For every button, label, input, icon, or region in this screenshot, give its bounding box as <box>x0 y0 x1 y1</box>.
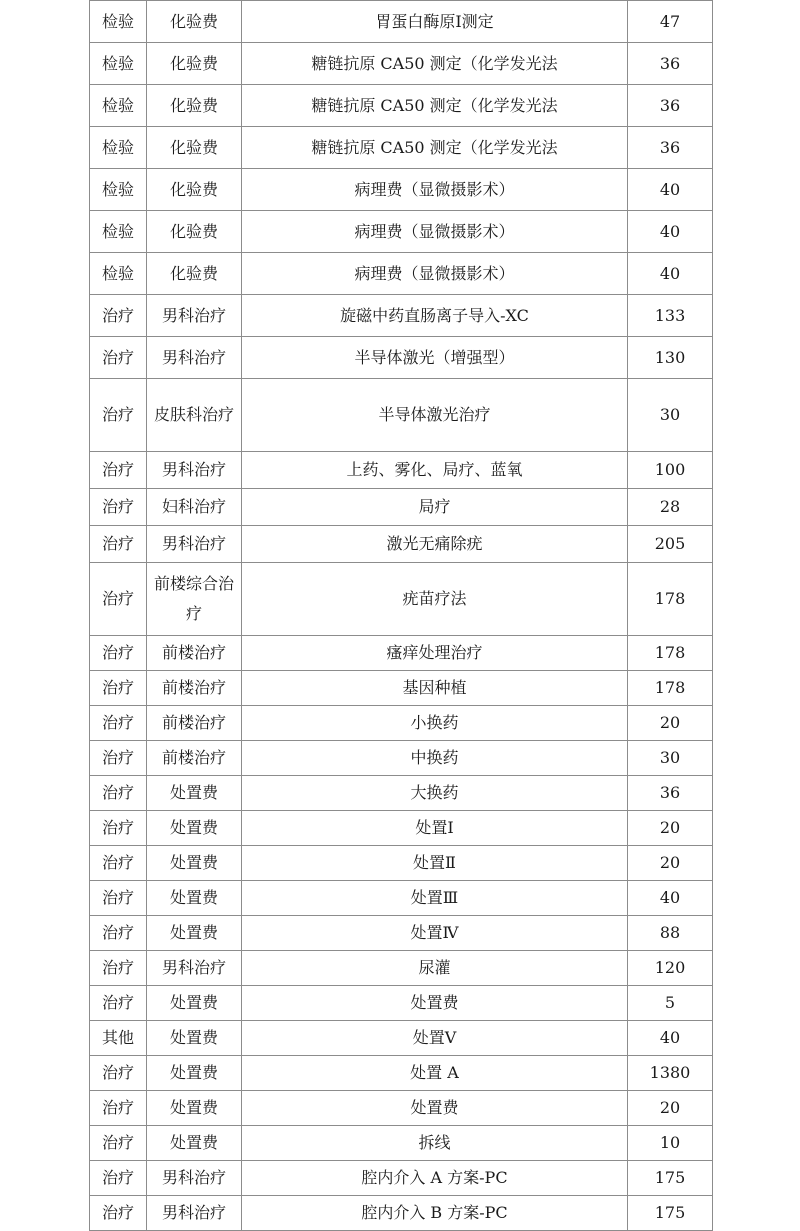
category-cell: 治疗 <box>90 1126 147 1161</box>
item-cell: 大换药 <box>242 776 628 811</box>
table-row <box>90 563 713 636</box>
table-row <box>90 337 713 379</box>
category-cell: 治疗 <box>90 489 147 526</box>
category-cell: 治疗 <box>90 741 147 776</box>
price-cell: 36 <box>628 43 713 85</box>
subcategory-cell: 男科治疗 <box>147 1161 242 1196</box>
table-row <box>90 1161 713 1196</box>
category-cell: 治疗 <box>90 986 147 1021</box>
item-cell: 激光无痛除疣 <box>242 526 628 563</box>
table-row <box>90 1021 713 1056</box>
category-cell: 治疗 <box>90 636 147 671</box>
subcategory-cell: 处置费 <box>147 1126 242 1161</box>
item-cell: 中换药 <box>242 741 628 776</box>
subcategory-cell: 男科治疗 <box>147 295 242 337</box>
table-row <box>90 881 713 916</box>
price-cell: 40 <box>628 211 713 253</box>
price-cell: 1380 <box>628 1056 713 1091</box>
item-cell: 处置 A <box>242 1056 628 1091</box>
subcategory-cell: 男科治疗 <box>147 337 242 379</box>
price-cell: 47 <box>628 1 713 43</box>
subcategory-cell: 前楼治疗 <box>147 636 242 671</box>
item-cell: 基因种植 <box>242 671 628 706</box>
price-cell: 100 <box>628 452 713 489</box>
subcategory-cell: 化验费 <box>147 253 242 295</box>
table-row <box>90 526 713 563</box>
item-cell: 病理费（显微摄影术） <box>242 211 628 253</box>
table-row <box>90 1091 713 1126</box>
item-cell: 糖链抗原 CA50 测定（化学发光法 <box>242 85 628 127</box>
subcategory-cell: 化验费 <box>147 169 242 211</box>
item-cell: 病理费（显微摄影术） <box>242 169 628 211</box>
table-row <box>90 846 713 881</box>
category-cell: 检验 <box>90 253 147 295</box>
subcategory-cell: 化验费 <box>147 211 242 253</box>
table-row <box>90 1196 713 1231</box>
price-cell: 36 <box>628 85 713 127</box>
category-cell: 治疗 <box>90 452 147 489</box>
price-cell: 30 <box>628 379 713 452</box>
price-cell: 88 <box>628 916 713 951</box>
price-cell: 20 <box>628 1091 713 1126</box>
category-cell: 检验 <box>90 169 147 211</box>
subcategory-cell: 化验费 <box>147 43 242 85</box>
table-row <box>90 671 713 706</box>
table-row <box>90 916 713 951</box>
category-cell: 治疗 <box>90 526 147 563</box>
category-cell: 治疗 <box>90 811 147 846</box>
item-cell: 处置Ⅲ <box>242 881 628 916</box>
price-cell: 133 <box>628 295 713 337</box>
price-cell: 36 <box>628 776 713 811</box>
category-cell: 检验 <box>90 85 147 127</box>
table-row <box>90 295 713 337</box>
price-cell: 40 <box>628 253 713 295</box>
subcategory-cell: 处置费 <box>147 811 242 846</box>
price-cell: 175 <box>628 1161 713 1196</box>
table-row <box>90 85 713 127</box>
subcategory-cell: 男科治疗 <box>147 452 242 489</box>
table-row <box>90 43 713 85</box>
category-cell: 治疗 <box>90 563 147 636</box>
subcategory-cell: 男科治疗 <box>147 1196 242 1231</box>
table-row <box>90 169 713 211</box>
subcategory-cell: 处置费 <box>147 1056 242 1091</box>
item-cell: 半导体激光治疗 <box>242 379 628 452</box>
category-cell: 治疗 <box>90 1056 147 1091</box>
price-cell: 130 <box>628 337 713 379</box>
subcategory-cell: 化验费 <box>147 1 242 43</box>
item-cell: 拆线 <box>242 1126 628 1161</box>
price-cell: 175 <box>628 1196 713 1231</box>
category-cell: 检验 <box>90 211 147 253</box>
table-row <box>90 811 713 846</box>
category-cell: 治疗 <box>90 846 147 881</box>
subcategory-cell: 处置费 <box>147 1021 242 1056</box>
table-row <box>90 1 713 43</box>
subcategory-cell: 处置费 <box>147 846 242 881</box>
subcategory-cell: 男科治疗 <box>147 526 242 563</box>
item-cell: 尿灌 <box>242 951 628 986</box>
category-cell: 其他 <box>90 1021 147 1056</box>
item-cell: 瘙痒处理治疗 <box>242 636 628 671</box>
category-cell: 治疗 <box>90 1196 147 1231</box>
subcategory-cell: 化验费 <box>147 127 242 169</box>
subcategory-cell: 前楼治疗 <box>147 671 242 706</box>
subcategory-cell: 处置费 <box>147 916 242 951</box>
price-cell: 178 <box>628 563 713 636</box>
subcategory-cell: 妇科治疗 <box>147 489 242 526</box>
item-cell: 处置Ⅰ <box>242 811 628 846</box>
category-cell: 治疗 <box>90 1161 147 1196</box>
table-row <box>90 986 713 1021</box>
item-cell: 局疗 <box>242 489 628 526</box>
category-cell: 治疗 <box>90 1091 147 1126</box>
subcategory-cell: 处置费 <box>147 1091 242 1126</box>
item-cell: 处置费 <box>242 986 628 1021</box>
subcategory-cell: 前楼治疗 <box>147 706 242 741</box>
table-row <box>90 636 713 671</box>
item-cell: 处置Ⅴ <box>242 1021 628 1056</box>
table-row <box>90 127 713 169</box>
item-cell: 腔内介入 B 方案-PC <box>242 1196 628 1231</box>
fee-table <box>89 0 713 1231</box>
table-row <box>90 253 713 295</box>
price-cell: 10 <box>628 1126 713 1161</box>
price-cell: 28 <box>628 489 713 526</box>
item-cell: 处置费 <box>242 1091 628 1126</box>
table-row <box>90 1056 713 1091</box>
subcategory-cell: 处置费 <box>147 881 242 916</box>
category-cell: 治疗 <box>90 776 147 811</box>
item-cell: 处置Ⅱ <box>242 846 628 881</box>
subcategory-cell: 男科治疗 <box>147 951 242 986</box>
subcategory-cell: 处置费 <box>147 776 242 811</box>
price-cell: 40 <box>628 169 713 211</box>
table-row <box>90 211 713 253</box>
item-cell: 胃蛋白酶原Ⅰ测定 <box>242 1 628 43</box>
category-cell: 治疗 <box>90 706 147 741</box>
item-cell: 处置Ⅳ <box>242 916 628 951</box>
category-cell: 治疗 <box>90 881 147 916</box>
subcategory-cell: 处置费 <box>147 986 242 1021</box>
category-cell: 治疗 <box>90 951 147 986</box>
table-row <box>90 1126 713 1161</box>
price-cell: 40 <box>628 1021 713 1056</box>
price-cell: 20 <box>628 846 713 881</box>
price-cell: 178 <box>628 671 713 706</box>
subcategory-cell: 前楼综合治疗 <box>147 563 242 636</box>
category-cell: 检验 <box>90 127 147 169</box>
price-cell: 20 <box>628 811 713 846</box>
category-cell: 治疗 <box>90 295 147 337</box>
table-row <box>90 379 713 452</box>
category-cell: 检验 <box>90 43 147 85</box>
price-cell: 20 <box>628 706 713 741</box>
item-cell: 糖链抗原 CA50 测定（化学发光法 <box>242 127 628 169</box>
price-cell: 205 <box>628 526 713 563</box>
category-cell: 治疗 <box>90 671 147 706</box>
category-cell: 治疗 <box>90 379 147 452</box>
item-cell: 病理费（显微摄影术） <box>242 253 628 295</box>
category-cell: 治疗 <box>90 337 147 379</box>
subcategory-cell: 皮肤科治疗 <box>147 379 242 452</box>
price-cell: 30 <box>628 741 713 776</box>
table-row <box>90 489 713 526</box>
price-cell: 178 <box>628 636 713 671</box>
table-row <box>90 452 713 489</box>
price-cell: 40 <box>628 881 713 916</box>
table-row <box>90 951 713 986</box>
category-cell: 治疗 <box>90 916 147 951</box>
price-cell: 120 <box>628 951 713 986</box>
item-cell: 上药、雾化、局疗、蓝氧 <box>242 452 628 489</box>
item-cell: 糖链抗原 CA50 测定（化学发光法 <box>242 43 628 85</box>
item-cell: 半导体激光（增强型） <box>242 337 628 379</box>
table-row <box>90 776 713 811</box>
item-cell: 疣苗疗法 <box>242 563 628 636</box>
price-cell: 36 <box>628 127 713 169</box>
category-cell: 检验 <box>90 1 147 43</box>
price-cell: 5 <box>628 986 713 1021</box>
subcategory-cell: 化验费 <box>147 85 242 127</box>
table-row <box>90 706 713 741</box>
item-cell: 腔内介入 A 方案-PC <box>242 1161 628 1196</box>
item-cell: 小换药 <box>242 706 628 741</box>
item-cell: 旋磁中药直肠离子导入-XC <box>242 295 628 337</box>
table-row <box>90 741 713 776</box>
subcategory-cell: 前楼治疗 <box>147 741 242 776</box>
